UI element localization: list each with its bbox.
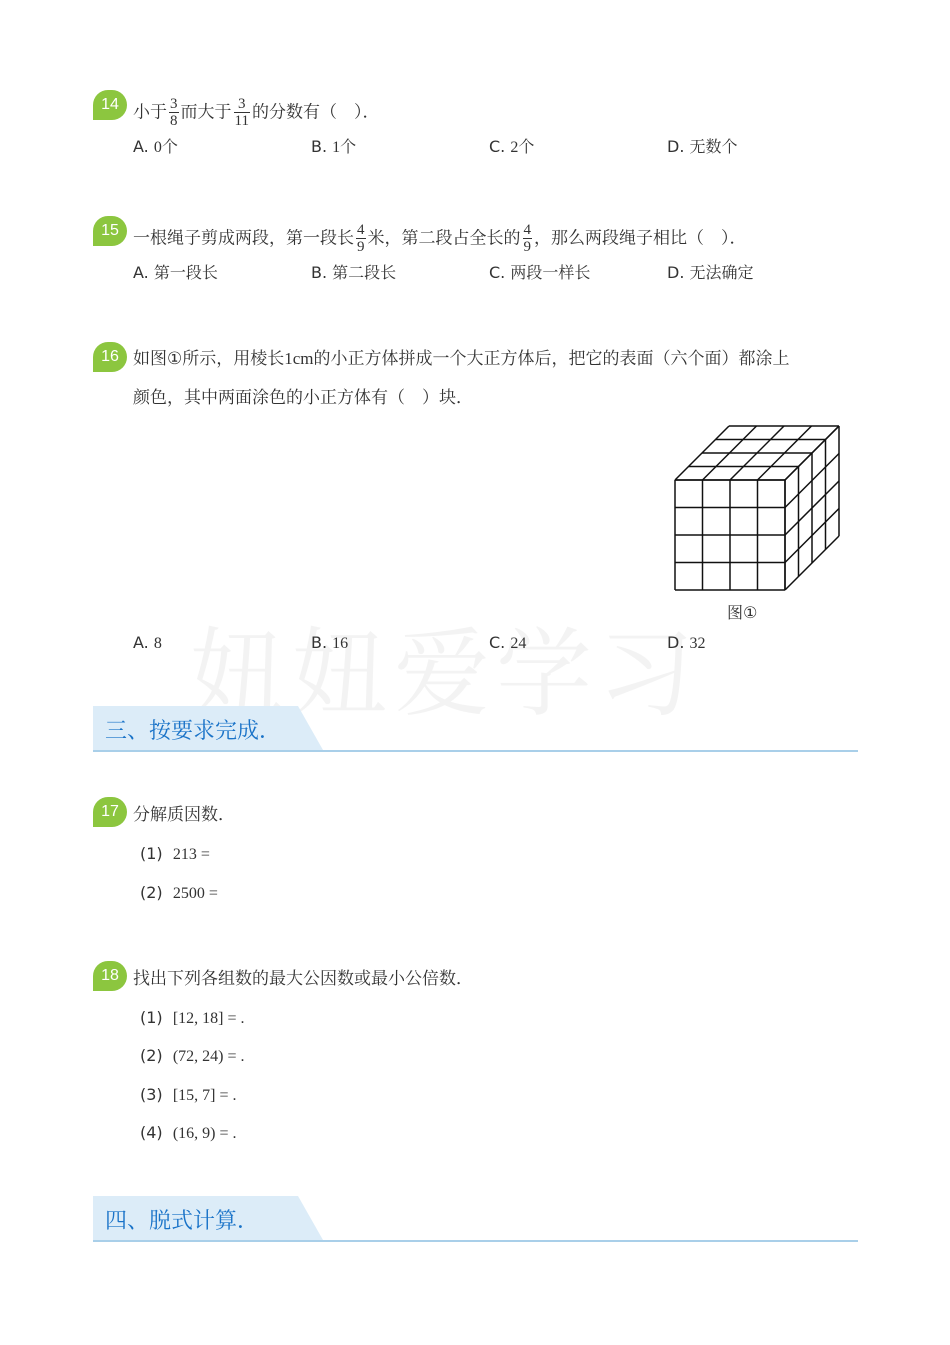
question-18-stem: 找出下列各组数的最大公因数或最小公倍数．	[133, 969, 473, 989]
fraction-numerator: 3	[234, 96, 250, 113]
sub-label: (2)	[140, 1046, 163, 1065]
sub-label: (1)	[140, 844, 163, 863]
stem-text: 而大于	[180, 102, 232, 123]
question-14-stem	[133, 96, 379, 129]
figure-caption: 图①	[727, 603, 758, 622]
option-label: A.	[133, 137, 149, 156]
option-value: 无法确定	[689, 263, 754, 282]
question-16-stem-line2: 颜色，其中两面涂色的小正方体有（ ）块．	[133, 388, 473, 408]
option-suffix: 个	[161, 137, 178, 156]
stem-text: 米，第二段占全长的	[367, 228, 521, 249]
option-label: B.	[311, 137, 328, 156]
option-a[interactable]	[133, 136, 178, 159]
stem-text: ，那么两段绳子相比（ ）．	[534, 228, 747, 249]
sub-expression: [15, 7] = .	[172, 1087, 237, 1104]
fraction	[234, 96, 250, 129]
option-value: 第一段长	[153, 263, 218, 282]
option-d[interactable]	[667, 136, 738, 158]
option-value: 24	[510, 635, 527, 652]
option-suffix: 个	[340, 137, 357, 156]
question-number-badge: 14	[93, 90, 127, 120]
stem-text: 的小正方体拼成一个大正方体后，把它的表面（六个面）都涂上	[313, 349, 790, 369]
sub-label: (3)	[140, 1085, 163, 1104]
option-label: D.	[667, 633, 685, 652]
fraction-denominator: 8	[170, 113, 178, 129]
option-label: A.	[133, 263, 149, 282]
section-header-underline	[93, 1240, 858, 1242]
option-c[interactable]	[489, 136, 534, 159]
option-value: 两段一样长	[510, 263, 591, 282]
fraction-denominator: 9	[357, 239, 365, 255]
option-label: C.	[489, 633, 506, 652]
question-number-badge: 18	[93, 961, 127, 991]
sub-label: (2)	[140, 883, 163, 902]
question-15-stem	[133, 222, 747, 255]
question-number-badge: 15	[93, 216, 127, 246]
question-number-badge: 17	[93, 797, 127, 827]
option-c[interactable]	[489, 632, 526, 655]
question-16-stem-line1	[133, 348, 790, 370]
option-label: B.	[311, 263, 328, 282]
sub-question	[140, 1122, 237, 1145]
sub-question	[140, 882, 218, 905]
sub-expression: (16, 9) = .	[172, 1125, 237, 1142]
option-label: C.	[489, 263, 506, 282]
option-suffix: 个	[518, 137, 535, 156]
stem-text: 如图①所示，用棱长	[133, 349, 285, 369]
stem-unit: 1cm	[284, 349, 314, 368]
option-label: D.	[667, 137, 685, 156]
stem-text: 小于	[133, 102, 167, 123]
option-value: 16	[332, 635, 349, 652]
option-value: 32	[689, 635, 706, 652]
sub-question	[140, 1045, 245, 1068]
sub-expression: (72, 24) = .	[172, 1048, 245, 1065]
stem-text: 的分数有（ ）．	[251, 102, 380, 123]
cube-figure	[670, 424, 842, 594]
section-title: 三、按要求完成．	[105, 719, 282, 744]
fraction-numerator: 4	[357, 222, 365, 238]
sub-expression: [12, 18] = .	[172, 1010, 245, 1027]
option-a[interactable]	[133, 632, 162, 655]
option-suffix: 无数个	[689, 137, 738, 156]
option-b[interactable]	[311, 632, 348, 655]
sub-label: (4)	[140, 1123, 163, 1142]
option-a[interactable]	[133, 262, 218, 284]
stem-text: 一根绳子剪成两段，第一段长	[133, 228, 354, 249]
option-b[interactable]	[311, 262, 396, 284]
fraction-numerator: 4	[523, 222, 531, 238]
sub-question	[140, 1007, 245, 1030]
fraction	[356, 222, 366, 255]
option-d[interactable]	[667, 632, 706, 655]
fraction-denominator: 9	[523, 239, 531, 255]
option-label: D.	[667, 263, 685, 282]
question-number-badge: 16	[93, 342, 127, 372]
sub-question	[140, 1084, 237, 1107]
option-label: A.	[133, 633, 149, 652]
option-label: B.	[311, 633, 328, 652]
question-17-stem: 分解质因数．	[133, 805, 235, 825]
section-header-underline	[93, 750, 858, 752]
sub-question	[140, 843, 210, 866]
fraction-denominator: 11	[234, 113, 249, 129]
section-title: 四、脱式计算．	[105, 1209, 260, 1234]
sub-expression: 2500 =	[172, 885, 218, 902]
option-c[interactable]	[489, 262, 590, 284]
sub-label: (1)	[140, 1008, 163, 1027]
option-value: 2	[510, 139, 519, 156]
option-d[interactable]	[667, 262, 754, 284]
fraction-numerator: 3	[170, 96, 178, 112]
option-value: 0	[153, 139, 162, 156]
option-label: C.	[489, 137, 506, 156]
option-b[interactable]	[311, 136, 356, 159]
sub-expression: 213 =	[172, 846, 210, 863]
option-value: 第二段长	[332, 263, 397, 282]
option-value: 8	[153, 635, 162, 652]
fraction	[523, 222, 533, 255]
fraction	[169, 96, 179, 129]
option-value: 1	[332, 139, 341, 156]
section-header-4	[93, 1196, 858, 1242]
section-header-3	[93, 706, 858, 752]
